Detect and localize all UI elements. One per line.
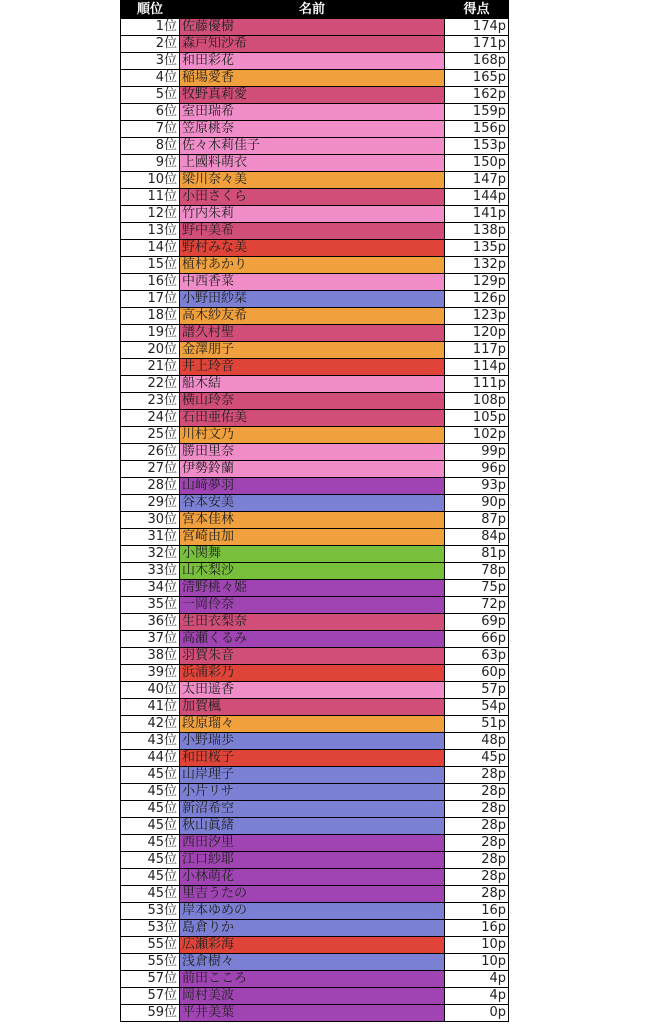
name-cell: 稲場愛香	[180, 70, 445, 87]
rank-cell: 17位	[121, 291, 180, 308]
score-cell: 28p	[445, 767, 509, 784]
rank-cell: 39位	[121, 665, 180, 682]
name-cell: 前田こころ	[180, 971, 445, 988]
table-row	[121, 886, 509, 903]
rank-cell: 13位	[121, 223, 180, 240]
score-cell: 99p	[445, 444, 509, 461]
table-row	[121, 699, 509, 716]
table-row	[121, 223, 509, 240]
name-cell: 勝田里奈	[180, 444, 445, 461]
score-cell: 147p	[445, 172, 509, 189]
table-row	[121, 155, 509, 172]
score-cell: 69p	[445, 614, 509, 631]
rank-cell: 45位	[121, 784, 180, 801]
name-cell: 牧野真莉愛	[180, 87, 445, 104]
rank-cell: 10位	[121, 172, 180, 189]
rank-cell: 5位	[121, 87, 180, 104]
table-row	[121, 801, 509, 818]
score-cell: 162p	[445, 87, 509, 104]
rank-header: 順位	[121, 1, 180, 19]
score-cell: 126p	[445, 291, 509, 308]
score-cell: 28p	[445, 886, 509, 903]
name-cell: 秋山眞緒	[180, 818, 445, 835]
score-cell: 123p	[445, 308, 509, 325]
table-row	[121, 325, 509, 342]
name-cell: 山﨑夢羽	[180, 478, 445, 495]
name-cell: 岡村美波	[180, 988, 445, 1005]
name-cell: 谷本安美	[180, 495, 445, 512]
score-cell: 84p	[445, 529, 509, 546]
rank-cell: 34位	[121, 580, 180, 597]
rank-cell: 20位	[121, 342, 180, 359]
table-row	[121, 767, 509, 784]
table-row	[121, 580, 509, 597]
name-cell: 室田瑞希	[180, 104, 445, 121]
name-cell: 羽賀朱音	[180, 648, 445, 665]
rank-cell: 12位	[121, 206, 180, 223]
score-cell: 132p	[445, 257, 509, 274]
score-cell: 141p	[445, 206, 509, 223]
rank-cell: 26位	[121, 444, 180, 461]
table-row	[121, 291, 509, 308]
score-cell: 108p	[445, 393, 509, 410]
table-row	[121, 512, 509, 529]
name-cell: 小関舞	[180, 546, 445, 563]
table-row	[121, 614, 509, 631]
rank-cell: 28位	[121, 478, 180, 495]
score-cell: 28p	[445, 801, 509, 818]
score-cell: 171p	[445, 36, 509, 53]
rank-cell: 53位	[121, 920, 180, 937]
table-row	[121, 121, 509, 138]
score-cell: 0p	[445, 1005, 509, 1022]
table-row	[121, 427, 509, 444]
score-cell: 28p	[445, 869, 509, 886]
rank-cell: 45位	[121, 835, 180, 852]
score-cell: 81p	[445, 546, 509, 563]
table-row	[121, 716, 509, 733]
table-row	[121, 920, 509, 937]
score-cell: 93p	[445, 478, 509, 495]
rank-cell: 45位	[121, 869, 180, 886]
rank-cell: 8位	[121, 138, 180, 155]
name-cell: 和田彩花	[180, 53, 445, 70]
table-row	[121, 903, 509, 920]
score-cell: 159p	[445, 104, 509, 121]
table-row	[121, 750, 509, 767]
name-cell: 川村文乃	[180, 427, 445, 444]
table-row	[121, 376, 509, 393]
score-header: 得点	[445, 1, 509, 19]
name-cell: 石田亜佑美	[180, 410, 445, 427]
rank-cell: 57位	[121, 971, 180, 988]
table-row	[121, 784, 509, 801]
rank-cell: 9位	[121, 155, 180, 172]
table-row	[121, 70, 509, 87]
name-cell: 山木梨沙	[180, 563, 445, 580]
table-row	[121, 648, 509, 665]
rank-cell: 40位	[121, 682, 180, 699]
name-cell: 小野瑞歩	[180, 733, 445, 750]
rank-cell: 25位	[121, 427, 180, 444]
table-row	[121, 189, 509, 206]
rank-cell: 19位	[121, 325, 180, 342]
name-cell: 小林萌花	[180, 869, 445, 886]
score-cell: 105p	[445, 410, 509, 427]
table-row	[121, 971, 509, 988]
ranking-body	[121, 19, 509, 1022]
table-row	[121, 665, 509, 682]
rank-cell: 24位	[121, 410, 180, 427]
table-row	[121, 852, 509, 869]
score-cell: 28p	[445, 852, 509, 869]
table-row	[121, 478, 509, 495]
rank-cell: 45位	[121, 818, 180, 835]
name-cell: 野中美希	[180, 223, 445, 240]
name-cell: 横山玲奈	[180, 393, 445, 410]
rank-cell: 31位	[121, 529, 180, 546]
table-row	[121, 954, 509, 971]
name-cell: 植村あかり	[180, 257, 445, 274]
name-cell: 高木紗友希	[180, 308, 445, 325]
rank-cell: 23位	[121, 393, 180, 410]
name-cell: 上國料萌衣	[180, 155, 445, 172]
rank-cell: 7位	[121, 121, 180, 138]
table-row	[121, 529, 509, 546]
ranking-table	[120, 0, 509, 1022]
score-cell: 150p	[445, 155, 509, 172]
name-cell: 段原瑠々	[180, 716, 445, 733]
name-cell: 竹内朱莉	[180, 206, 445, 223]
name-cell: 西田汐里	[180, 835, 445, 852]
rank-cell: 22位	[121, 376, 180, 393]
name-cell: 平井美葉	[180, 1005, 445, 1022]
name-cell: 岸本ゆめの	[180, 903, 445, 920]
name-cell: 井上玲音	[180, 359, 445, 376]
table-row	[121, 495, 509, 512]
name-cell: 小野田紗栞	[180, 291, 445, 308]
rank-cell: 59位	[121, 1005, 180, 1022]
name-cell: 一岡伶奈	[180, 597, 445, 614]
table-row	[121, 733, 509, 750]
table-row	[121, 631, 509, 648]
score-cell: 87p	[445, 512, 509, 529]
score-cell: 28p	[445, 818, 509, 835]
name-cell: 伊勢鈴蘭	[180, 461, 445, 478]
rank-cell: 38位	[121, 648, 180, 665]
score-cell: 168p	[445, 53, 509, 70]
name-cell: 里吉うたの	[180, 886, 445, 903]
table-row	[121, 342, 509, 359]
table-row	[121, 835, 509, 852]
score-cell: 10p	[445, 937, 509, 954]
score-cell: 48p	[445, 733, 509, 750]
table-row	[121, 308, 509, 325]
table-row	[121, 988, 509, 1005]
table-row	[121, 53, 509, 70]
score-cell: 54p	[445, 699, 509, 716]
score-cell: 28p	[445, 784, 509, 801]
rank-cell: 44位	[121, 750, 180, 767]
score-cell: 78p	[445, 563, 509, 580]
rank-cell: 18位	[121, 308, 180, 325]
score-cell: 114p	[445, 359, 509, 376]
rank-cell: 55位	[121, 954, 180, 971]
name-cell: 広瀬彩海	[180, 937, 445, 954]
name-cell: 和田桜子	[180, 750, 445, 767]
score-cell: 111p	[445, 376, 509, 393]
rank-cell: 41位	[121, 699, 180, 716]
score-cell: 153p	[445, 138, 509, 155]
table-row	[121, 682, 509, 699]
score-cell: 4p	[445, 971, 509, 988]
score-cell: 60p	[445, 665, 509, 682]
rank-cell: 43位	[121, 733, 180, 750]
score-cell: 174p	[445, 19, 509, 36]
rank-cell: 35位	[121, 597, 180, 614]
table-row	[121, 597, 509, 614]
rank-cell: 4位	[121, 70, 180, 87]
name-cell: 浜浦彩乃	[180, 665, 445, 682]
name-cell: 森戸知沙希	[180, 36, 445, 53]
rank-cell: 14位	[121, 240, 180, 257]
name-cell: 小田さくら	[180, 189, 445, 206]
table-row	[121, 1005, 509, 1022]
table-row	[121, 206, 509, 223]
name-cell: 高瀬くるみ	[180, 631, 445, 648]
rank-cell: 36位	[121, 614, 180, 631]
name-cell: 宮崎由加	[180, 529, 445, 546]
name-cell: 船木結	[180, 376, 445, 393]
table-row	[121, 19, 509, 36]
name-cell: 新沼希空	[180, 801, 445, 818]
rank-cell: 21位	[121, 359, 180, 376]
score-cell: 57p	[445, 682, 509, 699]
table-row	[121, 274, 509, 291]
score-cell: 156p	[445, 121, 509, 138]
table-row	[121, 818, 509, 835]
score-cell: 63p	[445, 648, 509, 665]
rank-cell: 32位	[121, 546, 180, 563]
rank-cell: 45位	[121, 801, 180, 818]
score-cell: 66p	[445, 631, 509, 648]
rank-cell: 3位	[121, 53, 180, 70]
table-row	[121, 461, 509, 478]
score-cell: 90p	[445, 495, 509, 512]
table-row	[121, 393, 509, 410]
score-cell: 165p	[445, 70, 509, 87]
name-cell: 中西香菜	[180, 274, 445, 291]
name-cell: 金澤朋子	[180, 342, 445, 359]
score-cell: 96p	[445, 461, 509, 478]
score-cell: 75p	[445, 580, 509, 597]
name-cell: 山岸理子	[180, 767, 445, 784]
score-cell: 135p	[445, 240, 509, 257]
score-cell: 16p	[445, 903, 509, 920]
rank-cell: 53位	[121, 903, 180, 920]
rank-cell: 16位	[121, 274, 180, 291]
table-row	[121, 240, 509, 257]
name-cell: 佐々木莉佳子	[180, 138, 445, 155]
name-cell: 島倉りか	[180, 920, 445, 937]
rank-cell: 45位	[121, 886, 180, 903]
rank-cell: 45位	[121, 767, 180, 784]
score-cell: 117p	[445, 342, 509, 359]
rank-cell: 11位	[121, 189, 180, 206]
table-row	[121, 546, 509, 563]
score-cell: 45p	[445, 750, 509, 767]
rank-cell: 2位	[121, 36, 180, 53]
rank-cell: 55位	[121, 937, 180, 954]
score-cell: 102p	[445, 427, 509, 444]
table-row	[121, 87, 509, 104]
table-row	[121, 257, 509, 274]
name-cell: 生田衣梨奈	[180, 614, 445, 631]
rank-cell: 33位	[121, 563, 180, 580]
name-cell: 太田遥香	[180, 682, 445, 699]
rank-cell: 15位	[121, 257, 180, 274]
table-row	[121, 444, 509, 461]
name-cell: 宮本佳林	[180, 512, 445, 529]
score-cell: 10p	[445, 954, 509, 971]
score-cell: 138p	[445, 223, 509, 240]
table-row	[121, 869, 509, 886]
rank-cell: 37位	[121, 631, 180, 648]
score-cell: 129p	[445, 274, 509, 291]
rank-cell: 45位	[121, 852, 180, 869]
name-cell: 梁川奈々美	[180, 172, 445, 189]
name-cell: 加賀楓	[180, 699, 445, 716]
name-cell: 野村みな美	[180, 240, 445, 257]
table-row	[121, 410, 509, 427]
name-cell: 清野桃々姫	[180, 580, 445, 597]
score-cell: 120p	[445, 325, 509, 342]
name-cell: 浅倉樹々	[180, 954, 445, 971]
table-row	[121, 172, 509, 189]
rank-cell: 27位	[121, 461, 180, 478]
rank-cell: 6位	[121, 104, 180, 121]
name-header: 名前	[180, 1, 445, 19]
table-row	[121, 359, 509, 376]
score-cell: 51p	[445, 716, 509, 733]
header-row	[121, 1, 509, 19]
name-cell: 佐藤優樹	[180, 19, 445, 36]
name-cell: 小片リサ	[180, 784, 445, 801]
score-cell: 16p	[445, 920, 509, 937]
score-cell: 72p	[445, 597, 509, 614]
score-cell: 144p	[445, 189, 509, 206]
table-row	[121, 36, 509, 53]
score-cell: 28p	[445, 835, 509, 852]
rank-cell: 29位	[121, 495, 180, 512]
table-row	[121, 104, 509, 121]
score-cell: 4p	[445, 988, 509, 1005]
name-cell: 譜久村聖	[180, 325, 445, 342]
rank-cell: 57位	[121, 988, 180, 1005]
rank-cell: 30位	[121, 512, 180, 529]
name-cell: 江口紗耶	[180, 852, 445, 869]
rank-cell: 1位	[121, 19, 180, 36]
name-cell: 笠原桃奈	[180, 121, 445, 138]
table-row	[121, 937, 509, 954]
table-row	[121, 563, 509, 580]
rank-cell: 42位	[121, 716, 180, 733]
table-row	[121, 138, 509, 155]
